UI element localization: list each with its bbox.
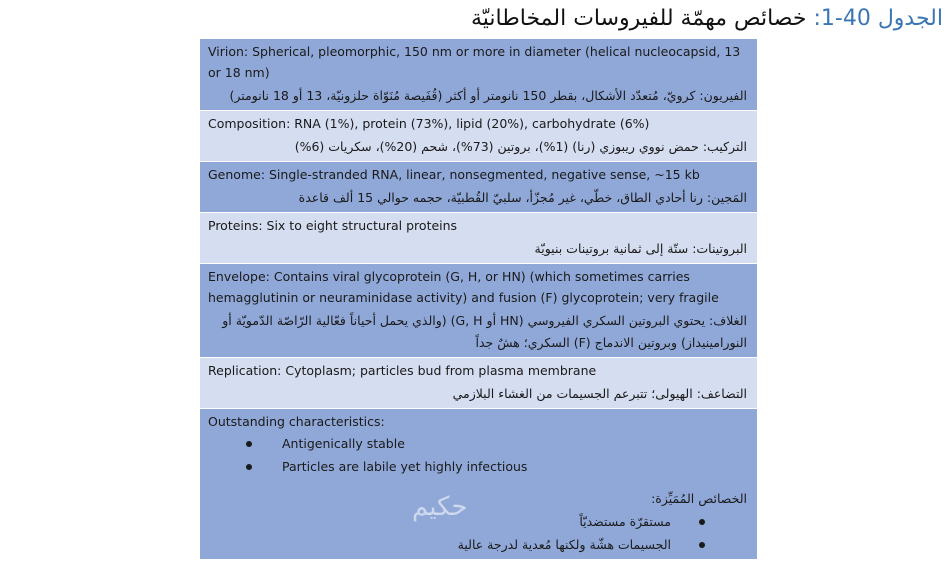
table-number: الجدول 40-1: (813, 6, 943, 31)
characteristics-table (199, 38, 758, 561)
replication-en: Replication: Cytoplasm; particles bud from plasma membrane (208, 363, 597, 378)
virion-ar: الفيريون: كرويّ، مُتعدّد الأشكال، بقطر 150 نانومتر أو أكثر (قُفَيصة مُنَوّاة حلزونيّة، 13 أو 18 نانومتر) (229, 88, 747, 103)
proteins-en: Proteins: Six to eight structural proteins (208, 218, 458, 233)
outstanding-item-ar: مستقرّة مستضديّاً (579, 514, 671, 529)
envelope-en: Envelope: Contains viral glycoprotein (G, H, or HN) (which sometimes carries hemagglutinin or neuraminidase activity) and fusion (F) glycoprotein; very fragile (208, 269, 719, 305)
list-item (208, 510, 747, 533)
genome-ar: المَجين: رنا أحادي الطاق، خطّي، غير مُجزّأ، سلبيّ القُطبيّة، حجمه حوالي 15 ألف قاعدة (298, 190, 747, 205)
outstanding-item-en: Antigenically stable (282, 436, 405, 451)
proteins-ar: البروتينات: ستّة إلى ثمانية بروتينات بنيويّة (534, 241, 747, 256)
row-envelope (200, 264, 757, 358)
row-composition (200, 111, 757, 162)
genome-en: Genome: Single-stranded RNA, linear, nonsegmented, negative sense, ~15 kb (208, 167, 700, 182)
row-virion (200, 39, 757, 111)
outstanding-heading-en: Outstanding characteristics: (208, 414, 385, 429)
list-item (208, 455, 747, 478)
bullet-icon (699, 542, 705, 548)
table-caption: خصائص مهمّة للفيروسات المخاطانيّة (471, 6, 807, 31)
row-genome (200, 162, 757, 213)
bullet-icon (246, 441, 252, 447)
outstanding-item-en: Particles are labile yet highly infectious (282, 459, 528, 474)
row-replication (200, 358, 757, 409)
watermark: حكيم (412, 492, 468, 522)
envelope-ar: الغلاف: يحتوي البروتين السكري الفيروسي (HN أو G, H) (والذي يحمل أحياناً فعّالية الرّاصّة الدّمويّة أو النورامينيداز) وبروتين الاندماج (F) السكري؛ هشٌ جداً (222, 313, 747, 350)
table-title (471, 4, 943, 34)
row-proteins (200, 213, 757, 264)
virion-en: Virion: Spherical, pleomorphic, 150 nm or more in diameter (helical nucleocapsid, 13 or 18 nm) (208, 44, 741, 80)
outstanding-item-ar: الجسيمات هشّة ولكنها مُعدية لدرجة عالية (457, 537, 671, 552)
bullet-icon (246, 464, 252, 470)
replication-ar: التضاعف: الهيولى؛ تتبرعم الجسيمات من الغشاء البلازمي (452, 386, 747, 401)
list-item (208, 432, 747, 455)
row-outstanding (200, 409, 757, 560)
bullet-icon (699, 519, 705, 525)
composition-en: Composition: RNA (1%), protein (73%), lipid (20%), carbohydrate (6%) (208, 116, 650, 131)
composition-ar: التركيب: حمض نووي ريبوزي (رنا) (1%)، بروتين (73%)، شحم (20%)، سكريات (6%) (294, 139, 747, 154)
list-item (208, 533, 747, 556)
outstanding-heading-ar: الخصائص المُمَيِّزة: (651, 491, 747, 506)
